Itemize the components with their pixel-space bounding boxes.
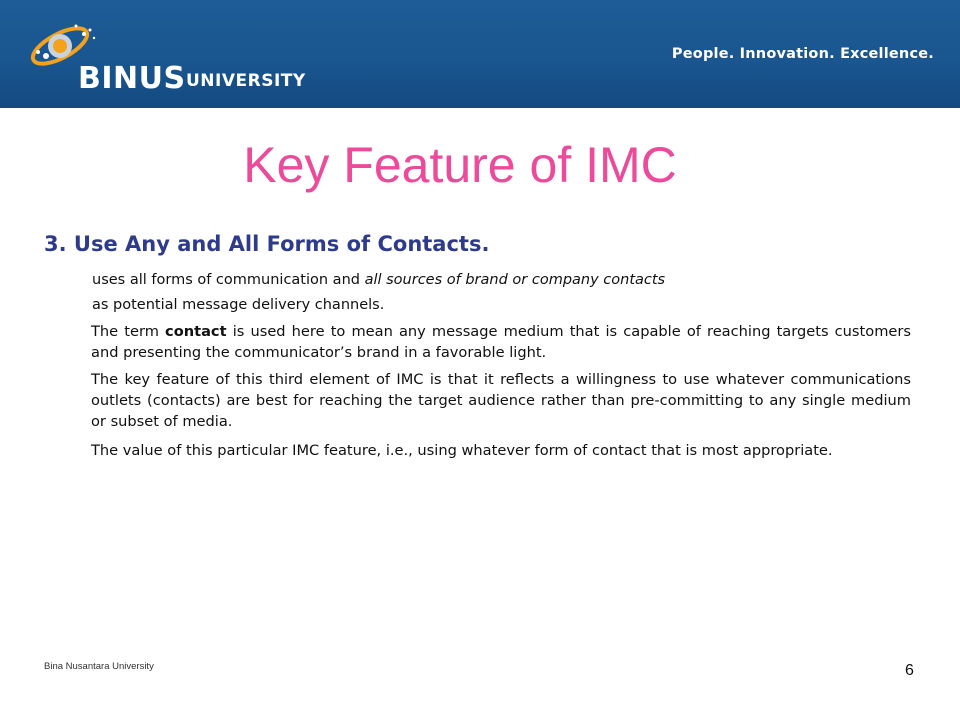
page-number: 6 (905, 662, 914, 679)
intro-line-2: as potential message delivery channels. (92, 297, 385, 313)
paragraph-contact-definition (91, 321, 911, 363)
binus-logo (14, 12, 304, 102)
header-banner (0, 0, 960, 108)
tagline: People. Innovation. Excellence. (671, 46, 934, 62)
para1-text-a: The term (91, 323, 166, 340)
logo-university-text: UNIVERSITY (186, 71, 306, 91)
logo-wordmark: BINUS (78, 61, 186, 96)
intro-line-1-italic: all sources of brand or company contacts (364, 272, 666, 288)
para1-text-c: is used here to mean any message medium that is capable of reaching targets customers and presenting the communicator’s brand in a favorable light. (91, 323, 911, 362)
para1-bold-term: contact (165, 323, 227, 340)
intro-line-1 (92, 270, 912, 290)
slide-title: Key Feature of IMC (243, 137, 677, 193)
intro-line-1-text: uses all forms of communication and (92, 272, 365, 288)
section-heading: 3. Use Any and All Forms of Contacts. (44, 232, 490, 256)
footer-organization: Bina Nusantara University (44, 661, 154, 672)
paragraph-key-feature: The key feature of this third element of IMC is that it reflects a willingness to use whatever communications outlets (contacts) are best for reaching the target audience rather than pre-committing to any single medium or subset of media. (91, 371, 911, 431)
paragraph-value: The value of this particular IMC feature, i.e., using whatever form of contact that is most appropriate. (91, 442, 833, 459)
